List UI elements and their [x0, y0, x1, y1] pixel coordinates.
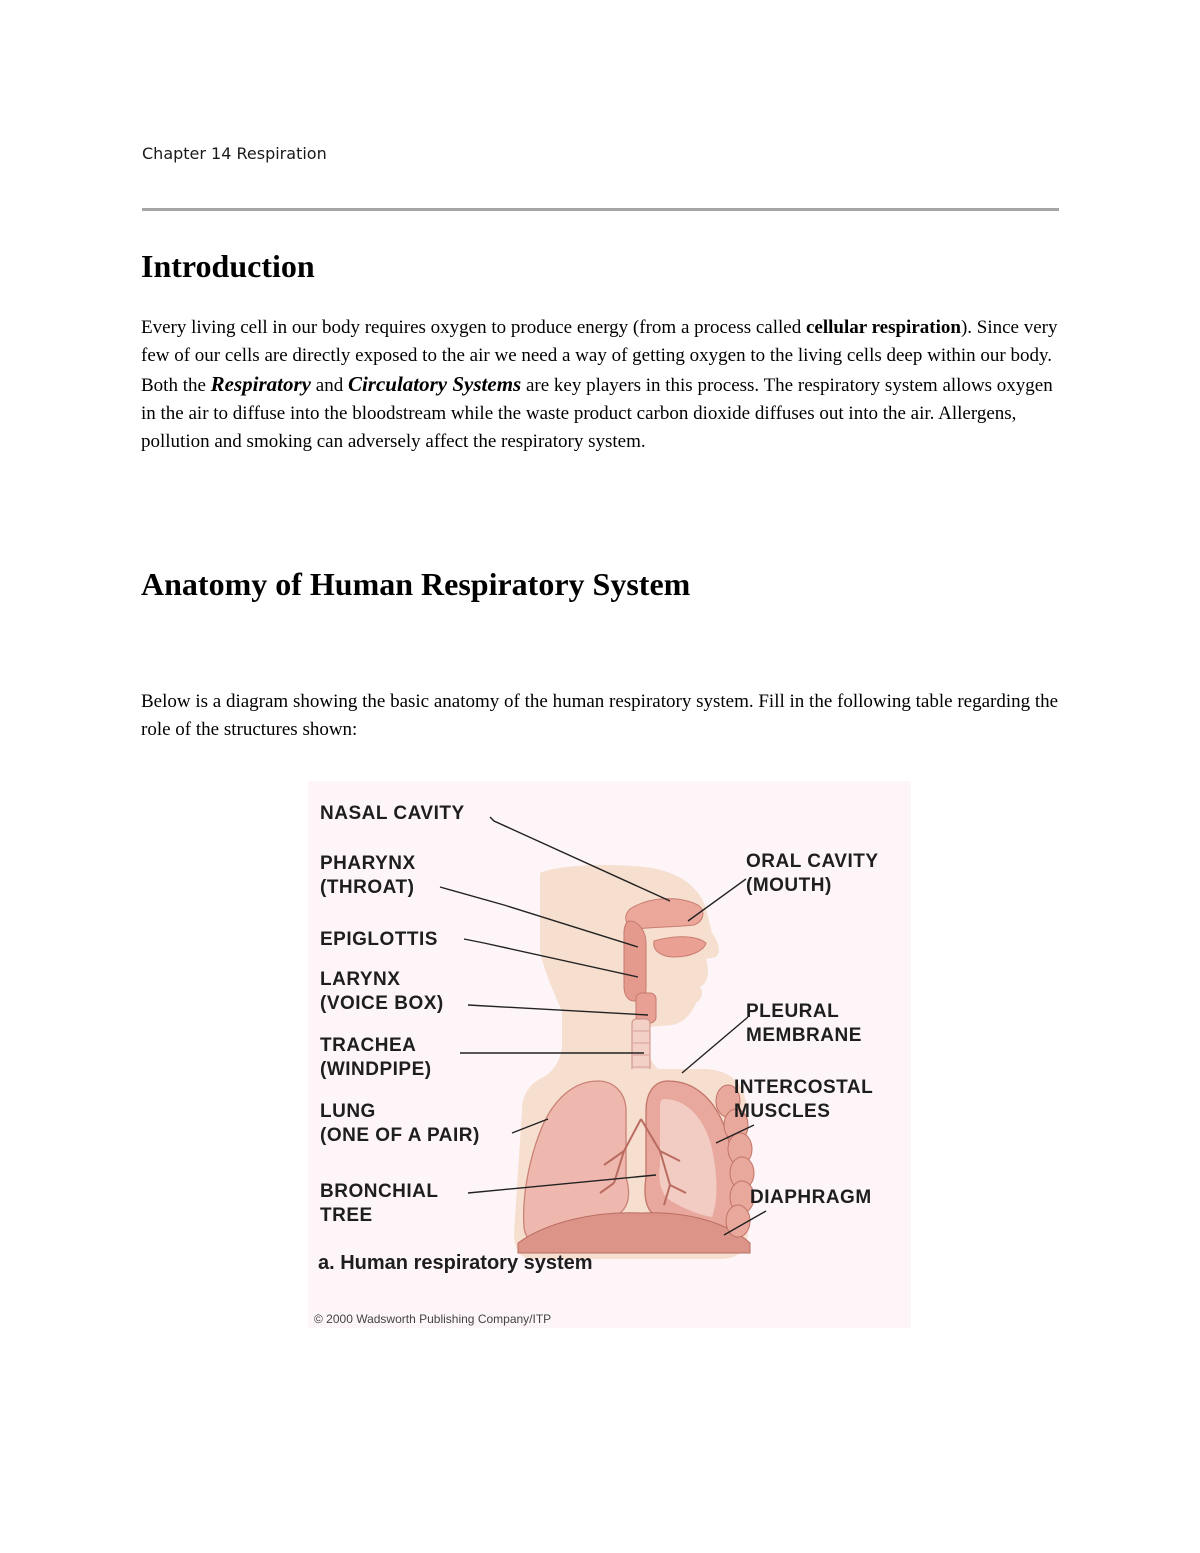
introduction-heading: Introduction — [141, 248, 315, 284]
label-lung: LUNG — [320, 1101, 376, 1122]
label-trachea: TRACHEA — [320, 1035, 417, 1056]
label-epiglottis: EPIGLOTTIS — [320, 929, 438, 950]
figure-copyright: © 2000 Wadsworth Publishing Company/ITP — [314, 1312, 552, 1326]
label-diaphragm: DIAPHRAGM — [750, 1187, 872, 1208]
term-cellular-respiration: cellular respiration — [805, 317, 961, 338]
term-circulatory-systems: Circulatory Systems — [347, 372, 522, 396]
respiratory-system-figure — [308, 781, 911, 1328]
figure-caption: a. Human respiratory system — [318, 1252, 593, 1274]
anatomy-heading: Anatomy of Human Respiratory System — [141, 566, 691, 602]
intro-text-a: Every living cell in our body requires oxygen to produce energy (from a process called — [141, 317, 806, 338]
header-divider — [142, 208, 1059, 211]
label-intercostal: INTERCOSTAL — [734, 1077, 874, 1098]
label-oral-cavity: ORAL CAVITY — [746, 851, 879, 872]
label-larynx-voice-box: (VOICE BOX) — [320, 993, 444, 1014]
label-pleural-membrane: MEMBRANE — [746, 1025, 862, 1046]
label-intercostal-muscles: MUSCLES — [734, 1101, 831, 1122]
anatomy-paragraph: Below is a diagram showing the basic anatomy of the human respiratory system. Fill in the following table regarding the role of the structures shown: — [141, 691, 1059, 740]
label-bronchial: BRONCHIAL — [320, 1181, 439, 1202]
label-trachea-windpipe: (WINDPIPE) — [320, 1059, 432, 1080]
label-lung-one-of-pair: (ONE OF A PAIR) — [320, 1125, 480, 1146]
chapter-header: Chapter 14 Respiration — [142, 144, 327, 163]
intro-text-b: ). Since very few of our cells are directly exposed to the air we need a way of getting oxygen to the living cells deep within our body. Both the — [141, 317, 1058, 396]
pharynx — [624, 921, 646, 1001]
term-respiratory: Respiratory — [210, 372, 312, 396]
respiratory-diagram — [308, 781, 911, 1328]
label-bronchial-tree: TREE — [320, 1205, 373, 1226]
intro-text-d: are key players in this process. The respiratory system allows oxygen in the air to diffuse into the bloodstream while the waste product carbon dioxide diffuses out into the air. Allergens, pollution and smoking can adversely affect the respiratory system. — [141, 375, 1053, 452]
label-pleural: PLEURAL — [746, 1001, 840, 1022]
label-pharynx-throat: (THROAT) — [320, 877, 415, 898]
label-oral-cavity-mouth: (MOUTH) — [746, 875, 832, 896]
label-pharynx: PHARYNX — [320, 853, 416, 874]
label-nasal-cavity: NASAL CAVITY — [320, 803, 465, 824]
intro-text-c: and — [311, 375, 348, 396]
label-larynx: LARYNX — [320, 969, 401, 990]
introduction-paragraph — [141, 314, 1066, 456]
